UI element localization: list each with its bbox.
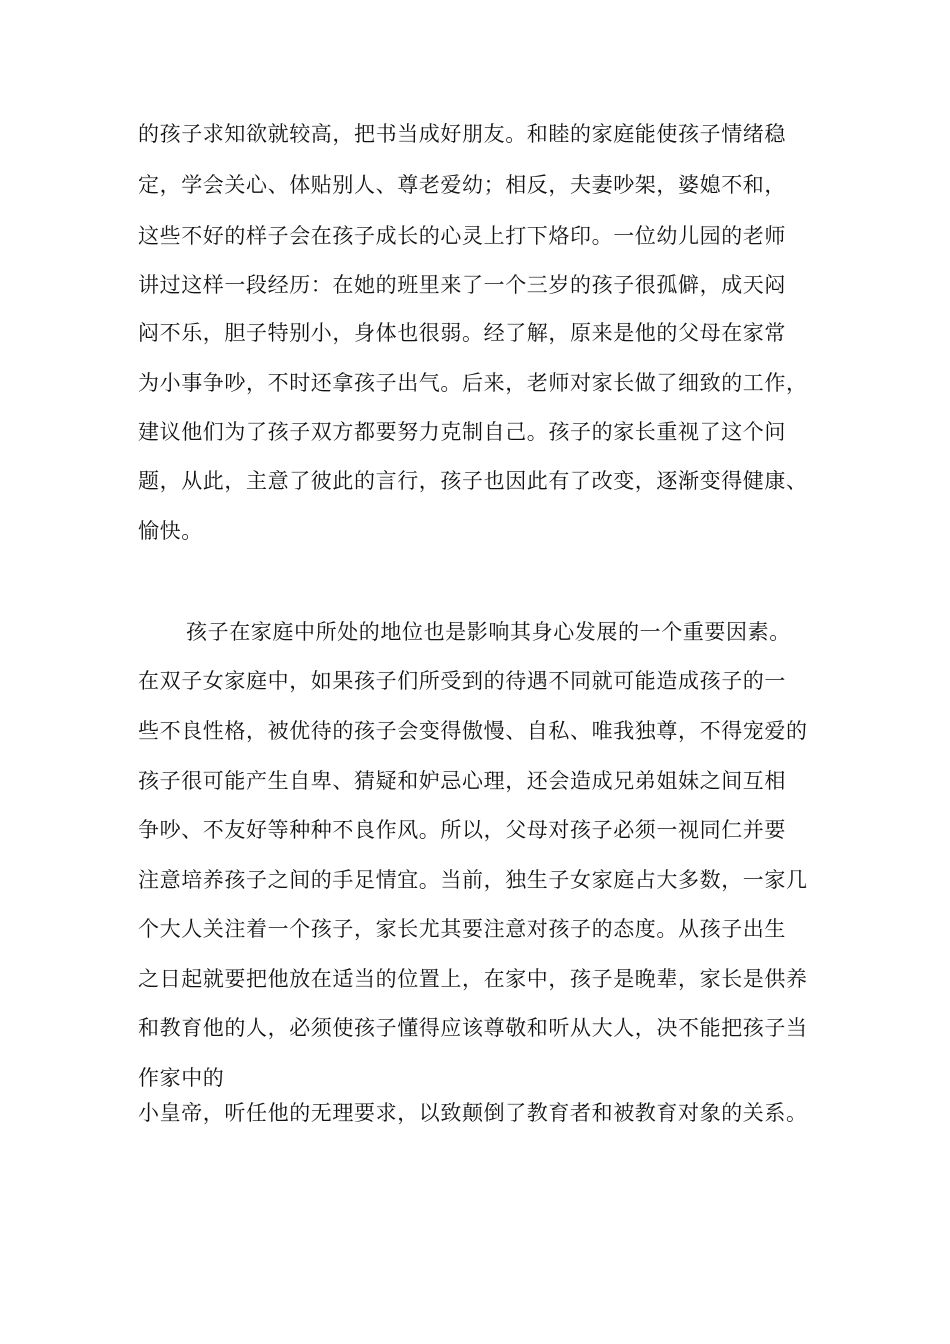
text-line: 和教育他的人，必须使孩子懂得应该尊敬和听从大人，决不能把孩子当 <box>138 1016 808 1040</box>
text-line: 之日起就要把他放在适当的位置上，在家中，孩子是晚辈，家长是供养 <box>138 967 808 991</box>
text-line: 些不良性格，被优待的孩子会变得傲慢、自私、唯我独尊，不得宠爱的 <box>138 719 808 743</box>
text-line: 的孩子求知欲就较高，把书当成好朋友。和睦的家庭能使孩子情绪稳 <box>138 122 786 146</box>
text-line: 争吵、不友好等种种不良作风。所以，父母对孩子必须一视同仁并要 <box>138 818 786 842</box>
text-line: 小皇帝，听任他的无理要求，以致颠倒了教育者和被教育对象的关系。 <box>138 1101 808 1125</box>
text-line: 愉快。 <box>138 519 203 543</box>
text-line: 为小事争吵，不时还拿孩子出气。后来，老师对家长做了细致的工作， <box>138 371 808 395</box>
text-line: 闷不乐，胆子特别小，身体也很弱。经了解，原来是他的父母在家常 <box>138 321 786 345</box>
text-line: 题，从此，主意了彼此的言行，孩子也因此有了改变，逐渐变得健康、 <box>138 469 808 493</box>
text-line: 个大人关注着一个孩子，家长尤其要注意对孩子的态度。从孩子出生 <box>138 917 786 941</box>
text-line: 孩子在家庭中所处的地位也是影响其身心发展的一个重要因素。 <box>186 620 791 644</box>
text-line: 建议他们为了孩子双方都要努力克制自己。孩子的家长重视了这个问 <box>138 420 786 444</box>
text-line: 定，学会关心、体贴别人、尊老爱幼；相反，夫妻吵架，婆媳不和， <box>138 173 786 197</box>
text-line: 讲过这样一段经历：在她的班里来了一个三岁的孩子很孤僻，成天闷 <box>138 273 786 297</box>
text-line: 在双子女家庭中，如果孩子们所受到的待遇不同就可能造成孩子的一 <box>138 669 786 693</box>
text-line: 注意培养孩子之间的手足情宜。当前，独生子女家庭占大多数，一家几 <box>138 868 808 892</box>
text-line: 这些不好的样子会在孩子成长的心灵上打下烙印。一位幼儿园的老师 <box>138 224 786 248</box>
text-line: 孩子很可能产生自卑、猜疑和妒忌心理，还会造成兄弟姐妹之间互相 <box>138 769 786 793</box>
text-line: 作家中的 <box>138 1066 225 1090</box>
